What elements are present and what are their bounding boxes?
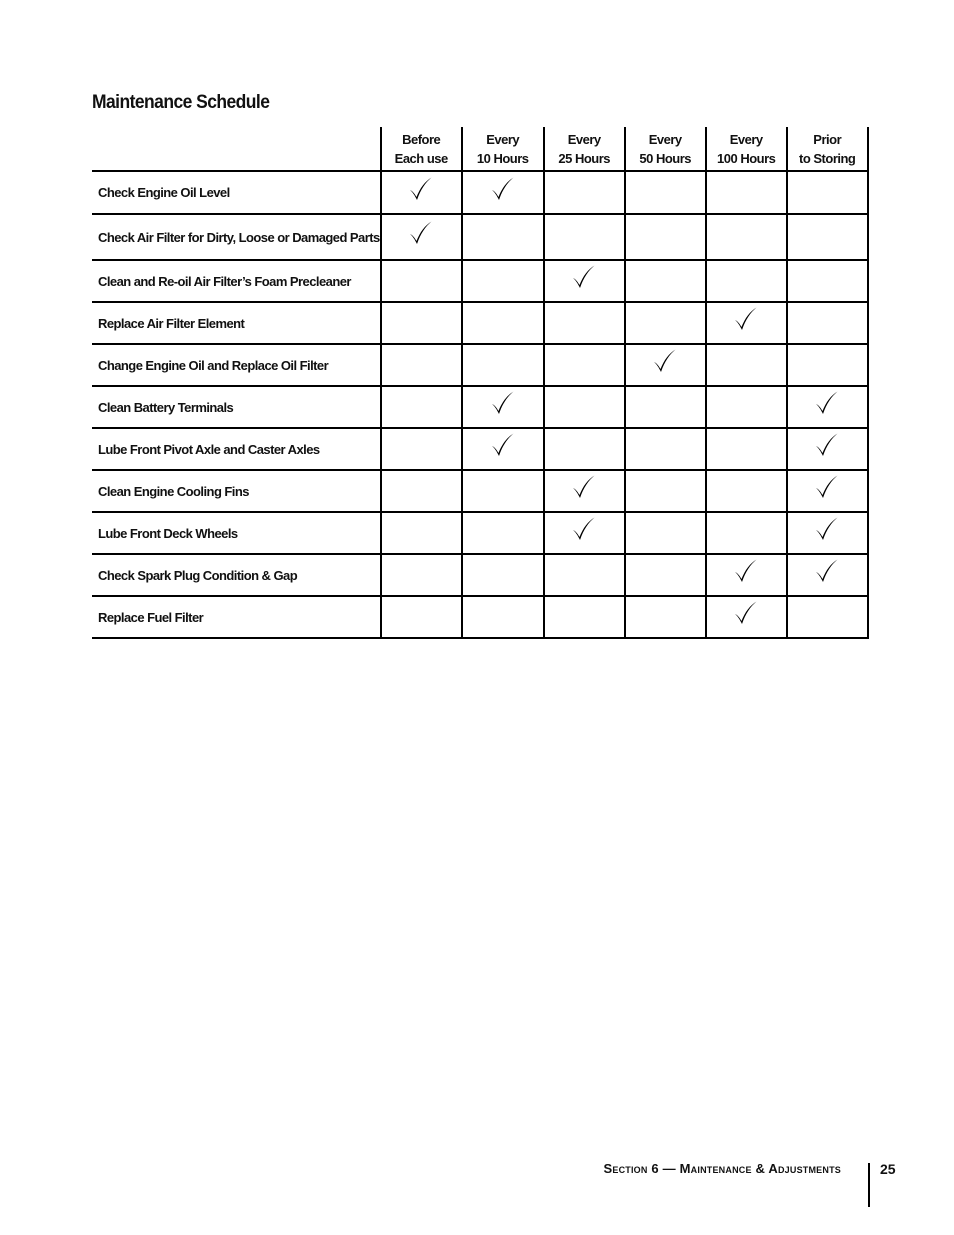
task-label: Change Engine Oil and Replace Oil Filter xyxy=(92,344,381,386)
schedule-cell xyxy=(462,512,544,554)
schedule-cell xyxy=(625,260,706,302)
task-label: Lube Front Deck Wheels xyxy=(92,512,381,554)
table-row xyxy=(92,171,868,214)
schedule-cell xyxy=(787,386,868,428)
schedule-cell xyxy=(625,386,706,428)
schedule-cell xyxy=(544,344,625,386)
checkmark-icon xyxy=(707,306,786,332)
checkmark-icon xyxy=(788,390,867,416)
header-corner xyxy=(92,127,381,171)
column-header-every-100-hours xyxy=(706,127,787,171)
schedule-cell xyxy=(706,302,787,344)
schedule-cell xyxy=(625,171,706,214)
checkmark-icon xyxy=(707,558,786,584)
schedule-cell xyxy=(462,470,544,512)
task-label: Clean and Re-oil Air Filter’s Foam Precleaner xyxy=(92,260,381,302)
schedule-cell xyxy=(462,428,544,470)
schedule-cell xyxy=(706,386,787,428)
table-row xyxy=(92,470,868,512)
column-header-line1: Every xyxy=(486,131,520,147)
checkmark-icon xyxy=(788,474,867,500)
column-header-prior-to-storing xyxy=(787,127,868,171)
schedule-cell xyxy=(462,260,544,302)
column-header-every-50-hours xyxy=(625,127,706,171)
checkmark-icon xyxy=(545,516,624,542)
schedule-cell xyxy=(381,260,462,302)
schedule-cell xyxy=(706,470,787,512)
schedule-cell xyxy=(625,302,706,344)
schedule-cell xyxy=(544,214,625,260)
column-header-line2: Each use xyxy=(394,150,448,166)
column-header-line2: 100 Hours xyxy=(717,150,776,166)
maintenance-schedule-table xyxy=(92,127,869,639)
task-label: Clean Battery Terminals xyxy=(92,386,381,428)
page-number: 25 xyxy=(880,1161,896,1177)
schedule-cell xyxy=(625,214,706,260)
checkmark-icon xyxy=(463,432,543,458)
column-header-every-25-hours xyxy=(544,127,625,171)
schedule-cell xyxy=(381,428,462,470)
checkmark-icon xyxy=(463,390,543,416)
checkmark-icon xyxy=(788,558,867,584)
schedule-cell xyxy=(787,344,868,386)
schedule-cell xyxy=(625,554,706,596)
column-header-line1: Every xyxy=(648,131,682,147)
schedule-cell xyxy=(625,470,706,512)
schedule-cell xyxy=(462,596,544,638)
footer-divider xyxy=(868,1163,870,1207)
schedule-cell xyxy=(544,596,625,638)
schedule-cell xyxy=(706,512,787,554)
schedule-cell xyxy=(787,260,868,302)
checkmark-icon xyxy=(788,432,867,458)
schedule-cell xyxy=(544,512,625,554)
schedule-cell xyxy=(462,554,544,596)
schedule-cell xyxy=(787,428,868,470)
column-header-line2: 25 Hours xyxy=(558,150,611,166)
column-header-line1: Every xyxy=(729,131,763,147)
schedule-cell xyxy=(706,344,787,386)
schedule-cell xyxy=(381,171,462,214)
table-row xyxy=(92,512,868,554)
checkmark-icon xyxy=(707,600,786,626)
checkmark-icon xyxy=(382,220,461,246)
schedule-cell xyxy=(706,260,787,302)
schedule-cell xyxy=(706,554,787,596)
schedule-cell xyxy=(787,171,868,214)
schedule-cell xyxy=(787,214,868,260)
table-row xyxy=(92,596,868,638)
schedule-cell xyxy=(625,512,706,554)
schedule-cell xyxy=(381,214,462,260)
schedule-cell xyxy=(706,596,787,638)
schedule-cell xyxy=(544,171,625,214)
schedule-cell xyxy=(706,428,787,470)
table-row xyxy=(92,302,868,344)
schedule-cell xyxy=(787,596,868,638)
schedule-cell xyxy=(381,512,462,554)
task-label: Clean Engine Cooling Fins xyxy=(92,470,381,512)
table-row xyxy=(92,260,868,302)
footer-section-title: Section 6 — Maintenance & Adjustments xyxy=(603,1161,841,1176)
schedule-cell xyxy=(787,512,868,554)
schedule-cell xyxy=(544,386,625,428)
schedule-cell xyxy=(706,171,787,214)
task-label: Check Spark Plug Condition & Gap xyxy=(92,554,381,596)
column-header-line1: Prior xyxy=(813,131,842,147)
schedule-cell xyxy=(462,171,544,214)
task-label: Replace Fuel Filter xyxy=(92,596,381,638)
column-header-line1: Every xyxy=(567,131,601,147)
column-header-every-10-hours xyxy=(462,127,544,171)
schedule-body xyxy=(92,171,868,638)
column-header-line2: 10 Hours xyxy=(476,150,529,166)
checkmark-icon xyxy=(788,516,867,542)
task-label: Check Air Filter for Dirty, Loose or Damaged Parts xyxy=(92,214,381,260)
schedule-cell xyxy=(544,554,625,596)
column-header-line1: Before xyxy=(402,131,441,147)
schedule-cell xyxy=(544,302,625,344)
schedule-cell xyxy=(381,302,462,344)
table-row xyxy=(92,214,868,260)
table-row xyxy=(92,386,868,428)
schedule-cell xyxy=(381,344,462,386)
schedule-cell xyxy=(544,428,625,470)
schedule-cell xyxy=(787,554,868,596)
table-row xyxy=(92,554,868,596)
column-header-before-each-use xyxy=(381,127,462,171)
table-row xyxy=(92,344,868,386)
schedule-cell xyxy=(462,302,544,344)
schedule-cell xyxy=(381,470,462,512)
column-header-line2: 50 Hours xyxy=(639,150,692,166)
checkmark-icon xyxy=(626,348,705,374)
task-label: Check Engine Oil Level xyxy=(92,171,381,214)
schedule-cell xyxy=(462,344,544,386)
schedule-cell xyxy=(706,214,787,260)
task-label: Lube Front Pivot Axle and Caster Axles xyxy=(92,428,381,470)
page-title: Maintenance Schedule xyxy=(92,92,270,113)
schedule-cell xyxy=(462,386,544,428)
checkmark-icon xyxy=(545,264,624,290)
table-row xyxy=(92,428,868,470)
schedule-cell xyxy=(787,302,868,344)
checkmark-icon xyxy=(382,176,461,202)
schedule-cell xyxy=(625,596,706,638)
schedule-cell xyxy=(462,214,544,260)
schedule-cell xyxy=(544,470,625,512)
schedule-cell xyxy=(381,554,462,596)
schedule-cell xyxy=(381,386,462,428)
checkmark-icon xyxy=(463,176,543,202)
task-label: Replace Air Filter Element xyxy=(92,302,381,344)
schedule-cell xyxy=(787,470,868,512)
schedule-cell xyxy=(544,260,625,302)
schedule-cell xyxy=(625,344,706,386)
header-row xyxy=(92,127,868,171)
column-header-line2: to Storing xyxy=(799,150,856,166)
schedule-cell xyxy=(625,428,706,470)
schedule-cell xyxy=(381,596,462,638)
checkmark-icon xyxy=(545,474,624,500)
